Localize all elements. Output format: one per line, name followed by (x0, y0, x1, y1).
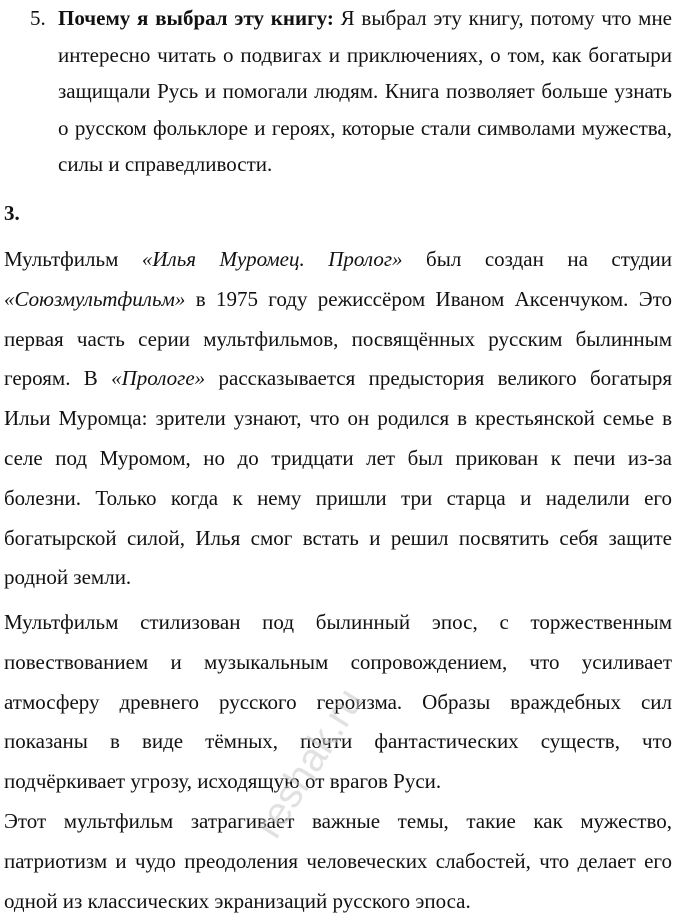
list-item-5 (30, 0, 672, 183)
paragraph-1 (4, 240, 672, 598)
paragraph-3: Этот мультфильм затрагивает важные темы, такие как мужество, патриотизм и чудо преодоления человеческих слабостей, что делает его одной из классических экранизаций русского эпоса. (4, 809, 672, 913)
list-item-label: Почему я выбрал эту книгу: (58, 6, 334, 30)
list-item-number: 5. (30, 6, 46, 30)
paragraph-1-text-a: Мультфильм (4, 247, 142, 271)
list-item-body: Я выбрал эту книгу, потому что мне интересно читать о подвигах и приключениях, о том, как богатыри защищали Русь и помогали людям. Книга позволяет больше узнать о русском фольклоре и героях, которые стали символами мужества, силы и справедливости. (58, 6, 672, 176)
prologue-title: «Прологе» (111, 366, 206, 391)
list-item-text (58, 0, 672, 183)
film-title: «Илья Муромец. Пролог» (141, 247, 403, 271)
section-number: 3. (4, 201, 20, 225)
paragraph-1-text-d: рассказывается предыстория великого богатыря Ильи Муромца: зрители узнают, что он родился в крестьянской семье в селе под Муромом, но до тридцати лет был прикован к печи из-за болезни. Только когда к нему пришли три старца и наделили его богатырской силой, Илья смог встать и решил посвятить себя защите родной земли. (4, 366, 672, 590)
paragraph-1-text-c: в 1975 году режиссёром Иваном Аксенчуком. Это первая часть серии мультфильмов, посвящённых русским былинным героям. В (4, 286, 672, 391)
studio-name: «Союзмультфильм» (4, 286, 186, 311)
paragraph-1-text-b: был создан на студии (402, 247, 672, 271)
watermark-text: reshak.ru (246, 680, 372, 846)
paragraph-2: Мультфильм стилизован под былинный эпос, с торжественным повествованием и музыкальным сопровождением, что усиливает атмосферу древнего русского героизма. Образы враждебных сил показаны в виде тёмных, почти фантастических существ, что подчёркивает угрозу, исходящую от врагов Руси. (4, 610, 672, 794)
